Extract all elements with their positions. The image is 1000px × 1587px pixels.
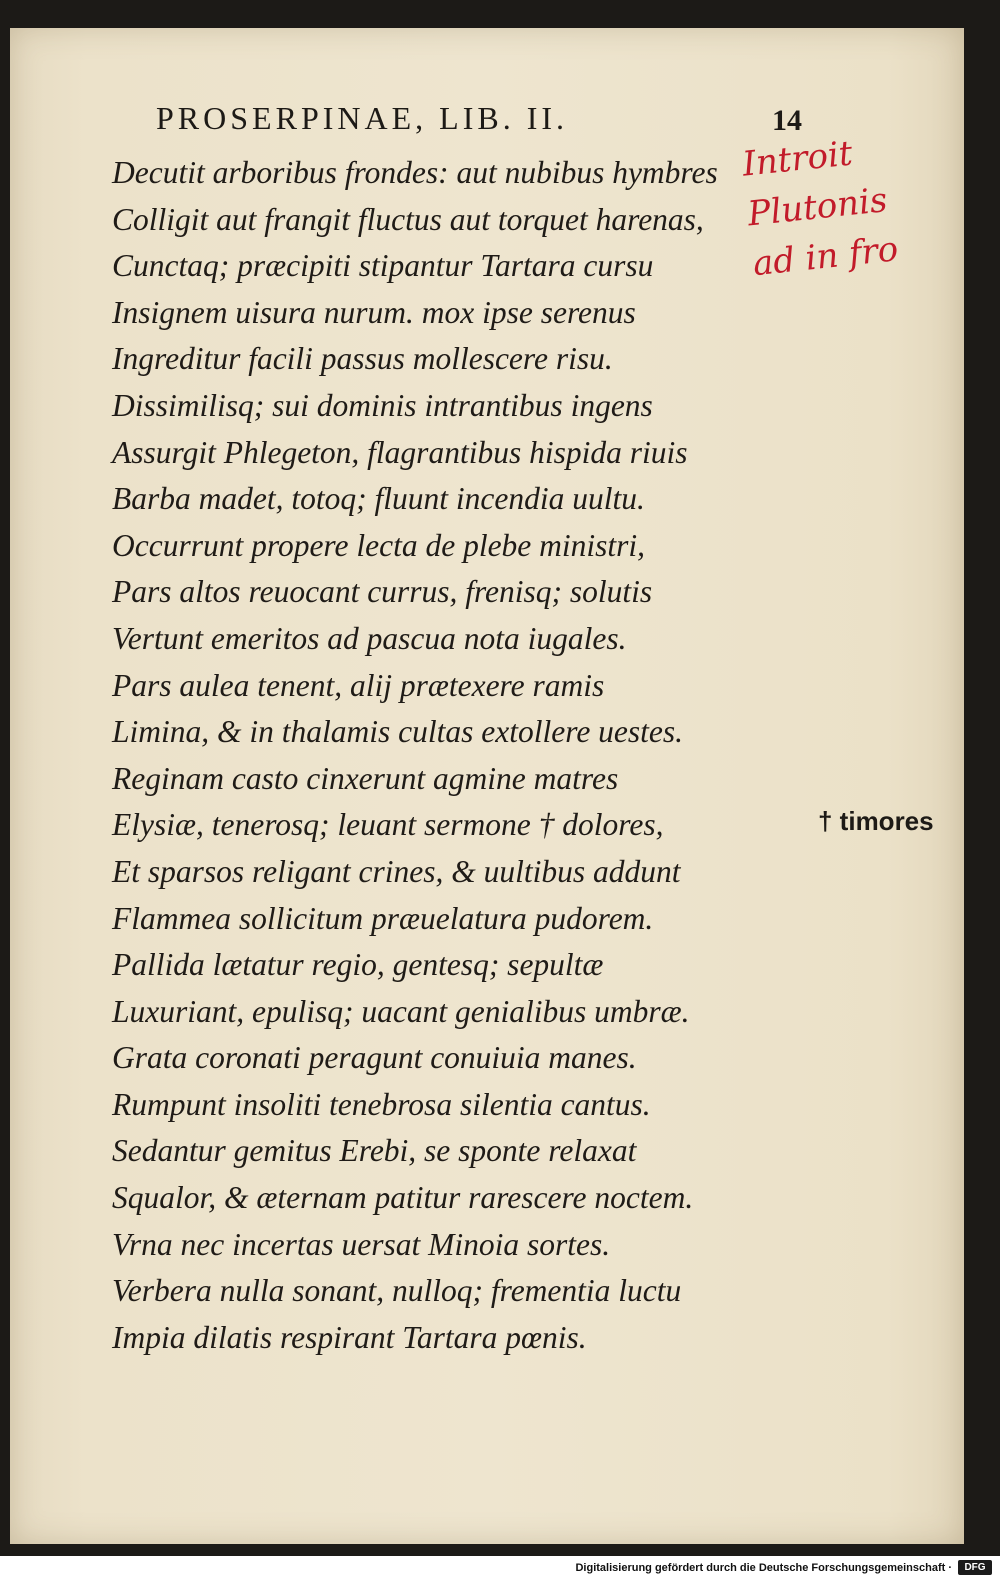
verse-line: Pallida lætatur regio, gentesq; sepultæ [112, 947, 604, 983]
handwritten-annotation [740, 117, 974, 289]
verse-line: Occurrunt propere lecta de plebe ministri, [112, 527, 646, 563]
verse-line: Squalor, & æternam patitur rarescere noctem. [112, 1180, 694, 1216]
verse-line: Verbera nulla sonant, nulloq; frementia luctu [112, 1273, 682, 1309]
digitization-credit: Digitalisierung gefördert durch die Deutsche Forschungsgemeinschaft · [575, 1562, 952, 1574]
verse-line: Vrna nec incertas uersat Minoia sortes. [112, 1226, 611, 1262]
verse-line: Et sparsos religant crines, & uultibus addunt [112, 853, 681, 889]
verse-line: Vertunt emeritos ad pascua nota iugales. [112, 620, 627, 656]
annotation-line: Plutonis [745, 180, 890, 235]
verse-line: Cunctaq; præcipiti stipantur Tartara cursu [112, 248, 654, 284]
verse-line: Limina, & in thalamis cultas extollere uestes. [112, 714, 684, 750]
verse-line: Sedantur gemitus Erebi, se sponte relaxat [112, 1133, 637, 1169]
marginal-note: † timores [818, 806, 934, 836]
verse-line: Reginam casto cinxerunt agmine matres [112, 760, 619, 796]
verse-line: Rumpunt insoliti tenebrosa silentia cantus. [112, 1086, 651, 1122]
verse-line: Pars altos reuocant currus, frenisq; solutis [112, 574, 653, 610]
verse-line: Impia dilatis respirant Tartara pœnis. [112, 1319, 587, 1355]
verse-line: Decutit arboribus frondes: aut nubibus hymbres [112, 155, 718, 190]
running-head: PROSERPINAE, LIB. II. [156, 100, 569, 136]
verse-line: Colligit aut frangit fluctus aut torquet harenas, [112, 201, 704, 237]
page-number: 14 [772, 104, 802, 137]
verse-line: Insignem uisura nurum. mox ipse serenus [112, 294, 636, 330]
verse-line: Barba madet, totoq; fluunt incendia uultu. [112, 481, 645, 517]
verse-line: Luxuriant, epulisq; uacant genialibus umbræ. [112, 993, 690, 1029]
annotation-line: ad in fro [750, 229, 901, 285]
verse-line: Dissimilisq; sui dominis intrantibus ingens [112, 387, 653, 423]
dfg-logo: DFG [958, 1560, 992, 1575]
verse-line: Ingreditur facili passus mollescere risu. [112, 341, 613, 377]
verse-line: Pars aulea tenent, alij prætexere ramis [112, 667, 605, 703]
verse-list [112, 150, 718, 1361]
verse-line: Elysiæ, tenerosq; leuant sermone † dolores, [112, 807, 664, 843]
annotation-line: Introit [740, 133, 855, 185]
verse-line: Flammea sollicitum præuelatura pudorem. [112, 900, 654, 936]
verse-line: Assurgit Phlegeton, flagrantibus hispida riuis [112, 434, 688, 470]
verse-line: Grata coronati peragunt conuiuia manes. [112, 1040, 637, 1076]
